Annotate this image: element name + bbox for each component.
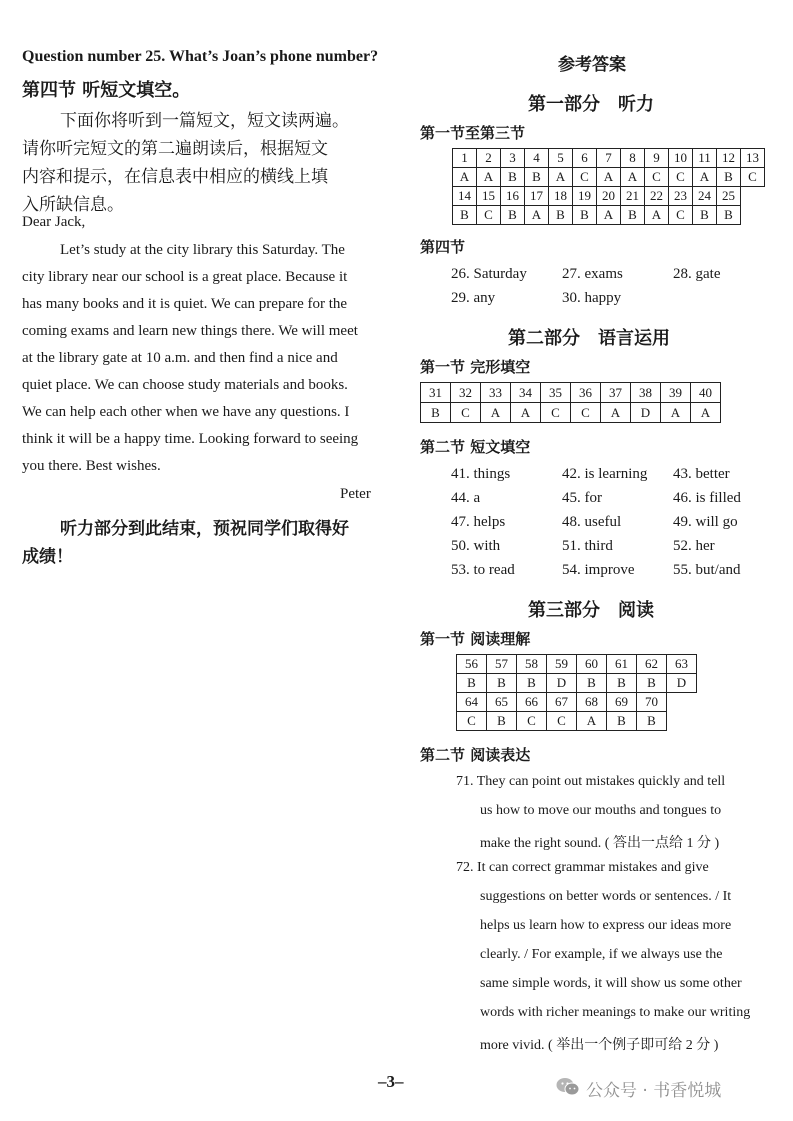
table-cell: 69 [607,693,637,712]
table-cell: A [481,403,511,423]
letter-greeting: Dear Jack, [22,214,86,230]
letter-line: city library near our school is a great place. Because it [22,269,348,285]
table-cell: 9 [645,149,669,168]
answer-item: 44. a [451,490,481,506]
table-cell: B [637,712,667,731]
table-cell: C [477,206,501,225]
letter-line: you there. Best wishes. [22,458,161,474]
table-cell: B [577,674,607,693]
letter-signature: Peter [340,486,371,502]
answer-item: 27. exams [562,266,623,282]
table-cell: C [741,168,765,187]
answer-item: 28. gate [673,266,721,282]
answer-key-title: 参考答案 [558,55,626,75]
answer-item: 42. is learning [562,466,648,482]
table-cell: 56 [457,655,487,674]
q72-line: same simple words, it will show us some other [480,976,742,991]
q71-line: make the right sound. ( 答出一点给 1 分 ) [480,836,720,851]
reading-heading: 第一节 阅读理解 [420,630,531,648]
table-cell: 1 [453,149,477,168]
table-cell: 34 [511,383,541,403]
part2-heading: 第二部分 语言运用 [508,328,670,349]
table-cell: C [451,403,481,423]
letter-line: coming exams and learn new things there. We will meet [22,323,358,339]
answer-item: 46. is filled [673,490,741,506]
instruction-line: 请你听完短文的第二遍朗读后，根据短文 [22,139,328,159]
cloze-heading: 第一节 完形填空 [420,358,531,376]
answer-item: 49. will go [673,514,738,530]
part1-heading: 第一部分 听力 [528,94,654,115]
letter-line: at the library gate at 10 a.m. and then find a nice and [22,350,338,366]
table-cell: 32 [451,383,481,403]
answer-item: 41. things [451,466,511,482]
table-cell: A [621,168,645,187]
table-cell: C [517,712,547,731]
table-cell: 64 [457,693,487,712]
answer-item: 26. Saturday [451,266,527,282]
table-cell: 24 [693,187,717,206]
watermark: 公众号 · 书香悦城 [586,1081,722,1101]
q72-line: suggestions on better words or sentences. / It [480,889,732,904]
table-cell: 19 [573,187,597,206]
table-cell: A [511,403,541,423]
table-cell: A [661,403,691,423]
q72-line: 72. It can correct grammar mistakes and give [456,860,709,875]
table-cell: B [453,206,477,225]
answer-item: 43. better [673,466,730,482]
table-cell: B [573,206,597,225]
table-cell: 57 [487,655,517,674]
table-cell: 8 [621,149,645,168]
table-cell: C [571,403,601,423]
table-cell: 4 [525,149,549,168]
letter-line: think it will be a happy time. Looking forward to seeing [22,431,359,447]
answer-item: 54. improve [562,562,635,578]
page-number: –3– [378,1072,404,1091]
table-cell: 39 [661,383,691,403]
table-cell: 3 [501,149,525,168]
answer-item: 50. with [451,538,501,554]
table-cell: 68 [577,693,607,712]
answer-item: 47. helps [451,514,506,530]
answer-item: 30. happy [562,290,622,306]
q72-line: helps us learn how to express our ideas more [480,918,732,933]
table-cell: 22 [645,187,669,206]
instruction-line: 下面你将听到一篇短文，短文读两遍。 [60,111,349,131]
table-cell: A [597,206,621,225]
section4-heading: 第四节 [420,238,466,256]
cloze-answer-table [420,382,721,423]
table-cell: 10 [669,149,693,168]
table-cell: 61 [607,655,637,674]
table-cell: A [525,206,549,225]
table-cell: A [549,168,573,187]
table-cell: 36 [571,383,601,403]
answer-item: 48. useful [562,514,622,530]
table-cell: A [453,168,477,187]
table-cell: A [691,403,721,423]
table-cell: B [693,206,717,225]
ending-line: 听力部分到此结束，预祝同学们取得好 [60,519,349,539]
q72-line: words with richer meanings to make our writing [480,1005,751,1020]
answer-item: 52. her [673,538,715,554]
table-cell: A [693,168,717,187]
answer-item: 53. to read [451,562,515,578]
table-cell: C [669,168,693,187]
table-cell: B [621,206,645,225]
table-cell: 59 [547,655,577,674]
listening-answer-table [452,148,765,225]
table-cell: 66 [517,693,547,712]
table-cell: B [421,403,451,423]
reading-answer-table [456,654,697,731]
table-cell: 62 [637,655,667,674]
short-fill-heading: 第二节 短文填空 [420,438,531,456]
table-cell: B [637,674,667,693]
table-cell: B [549,206,573,225]
q72-line: more vivid. ( 举出一个例子即可给 2 分 ) [480,1038,719,1053]
table-cell: D [667,674,697,693]
table-cell: 67 [547,693,577,712]
table-cell: 17 [525,187,549,206]
table-cell: 63 [667,655,697,674]
q71-line: 71. They can point out mistakes quickly and tell [456,774,726,789]
table-cell: B [517,674,547,693]
table-cell: 70 [637,693,667,712]
ending-line: 成绩！ [22,547,73,567]
table-cell: B [717,206,741,225]
part3-heading: 第三部分 阅读 [528,600,654,621]
table-cell: C [669,206,693,225]
table-cell: 33 [481,383,511,403]
table-cell: B [607,674,637,693]
answer-item: 51. third [562,538,613,554]
table-cell: 58 [517,655,547,674]
wechat-icon [556,1076,580,1098]
q72-line: clearly. / For example, if we always use the [480,947,723,962]
letter-line: We can help each other when we have any questions. I [22,404,350,420]
table-cell: 21 [621,187,645,206]
section4-title: 第四节 听短文填空。 [22,80,191,101]
table-cell: C [457,712,487,731]
answer-item: 55. but/and [673,562,741,578]
table-cell: 7 [597,149,621,168]
letter-line: Let’s study at the city library this Saturday. The [60,242,345,258]
letter-line: quiet place. We can choose study materials and books. [22,377,348,393]
table-cell: 60 [577,655,607,674]
table-cell: 14 [453,187,477,206]
table-cell: 15 [477,187,501,206]
table-cell: 25 [717,187,741,206]
expression-heading: 第二节 阅读表达 [420,746,531,764]
letter-line: has many books and it is quiet. We can prepare for the [22,296,348,312]
table-cell: A [601,403,631,423]
table-cell: C [541,403,571,423]
table-cell: A [477,168,501,187]
table-cell: B [607,712,637,731]
table-cell: 6 [573,149,597,168]
table-cell: B [717,168,741,187]
instruction-line: 内容和提示，在信息表中相应的横线上填 [22,167,328,187]
table-cell: 65 [487,693,517,712]
table-cell: 2 [477,149,501,168]
section1-3-heading: 第一节至第三节 [420,124,526,142]
table-cell: C [573,168,597,187]
table-cell: 20 [597,187,621,206]
table-cell: 40 [691,383,721,403]
table-cell: A [645,206,669,225]
answer-item: 45. for [562,490,602,506]
table-cell: 18 [549,187,573,206]
table-cell: 16 [501,187,525,206]
table-cell: 35 [541,383,571,403]
table-cell: 12 [717,149,741,168]
table-cell: B [525,168,549,187]
table-cell: C [645,168,669,187]
q71-line: us how to move our mouths and tongues to [480,803,722,818]
table-cell: A [577,712,607,731]
answer-item: 29. any [451,290,496,306]
table-cell: 11 [693,149,717,168]
table-cell: 5 [549,149,573,168]
instruction-line: 入所缺信息。 [22,195,124,215]
table-cell: B [501,206,525,225]
table-cell: B [457,674,487,693]
question-25: Question number 25. What’s Joan’s phone number? [22,48,379,65]
table-cell: B [487,674,517,693]
table-cell: 37 [601,383,631,403]
table-cell: D [631,403,661,423]
table-cell: 13 [741,149,765,168]
table-cell: 38 [631,383,661,403]
table-cell: D [547,674,577,693]
table-cell: 23 [669,187,693,206]
table-cell: C [547,712,577,731]
table-cell: B [501,168,525,187]
table-cell: A [597,168,621,187]
table-cell: B [487,712,517,731]
table-cell: 31 [421,383,451,403]
